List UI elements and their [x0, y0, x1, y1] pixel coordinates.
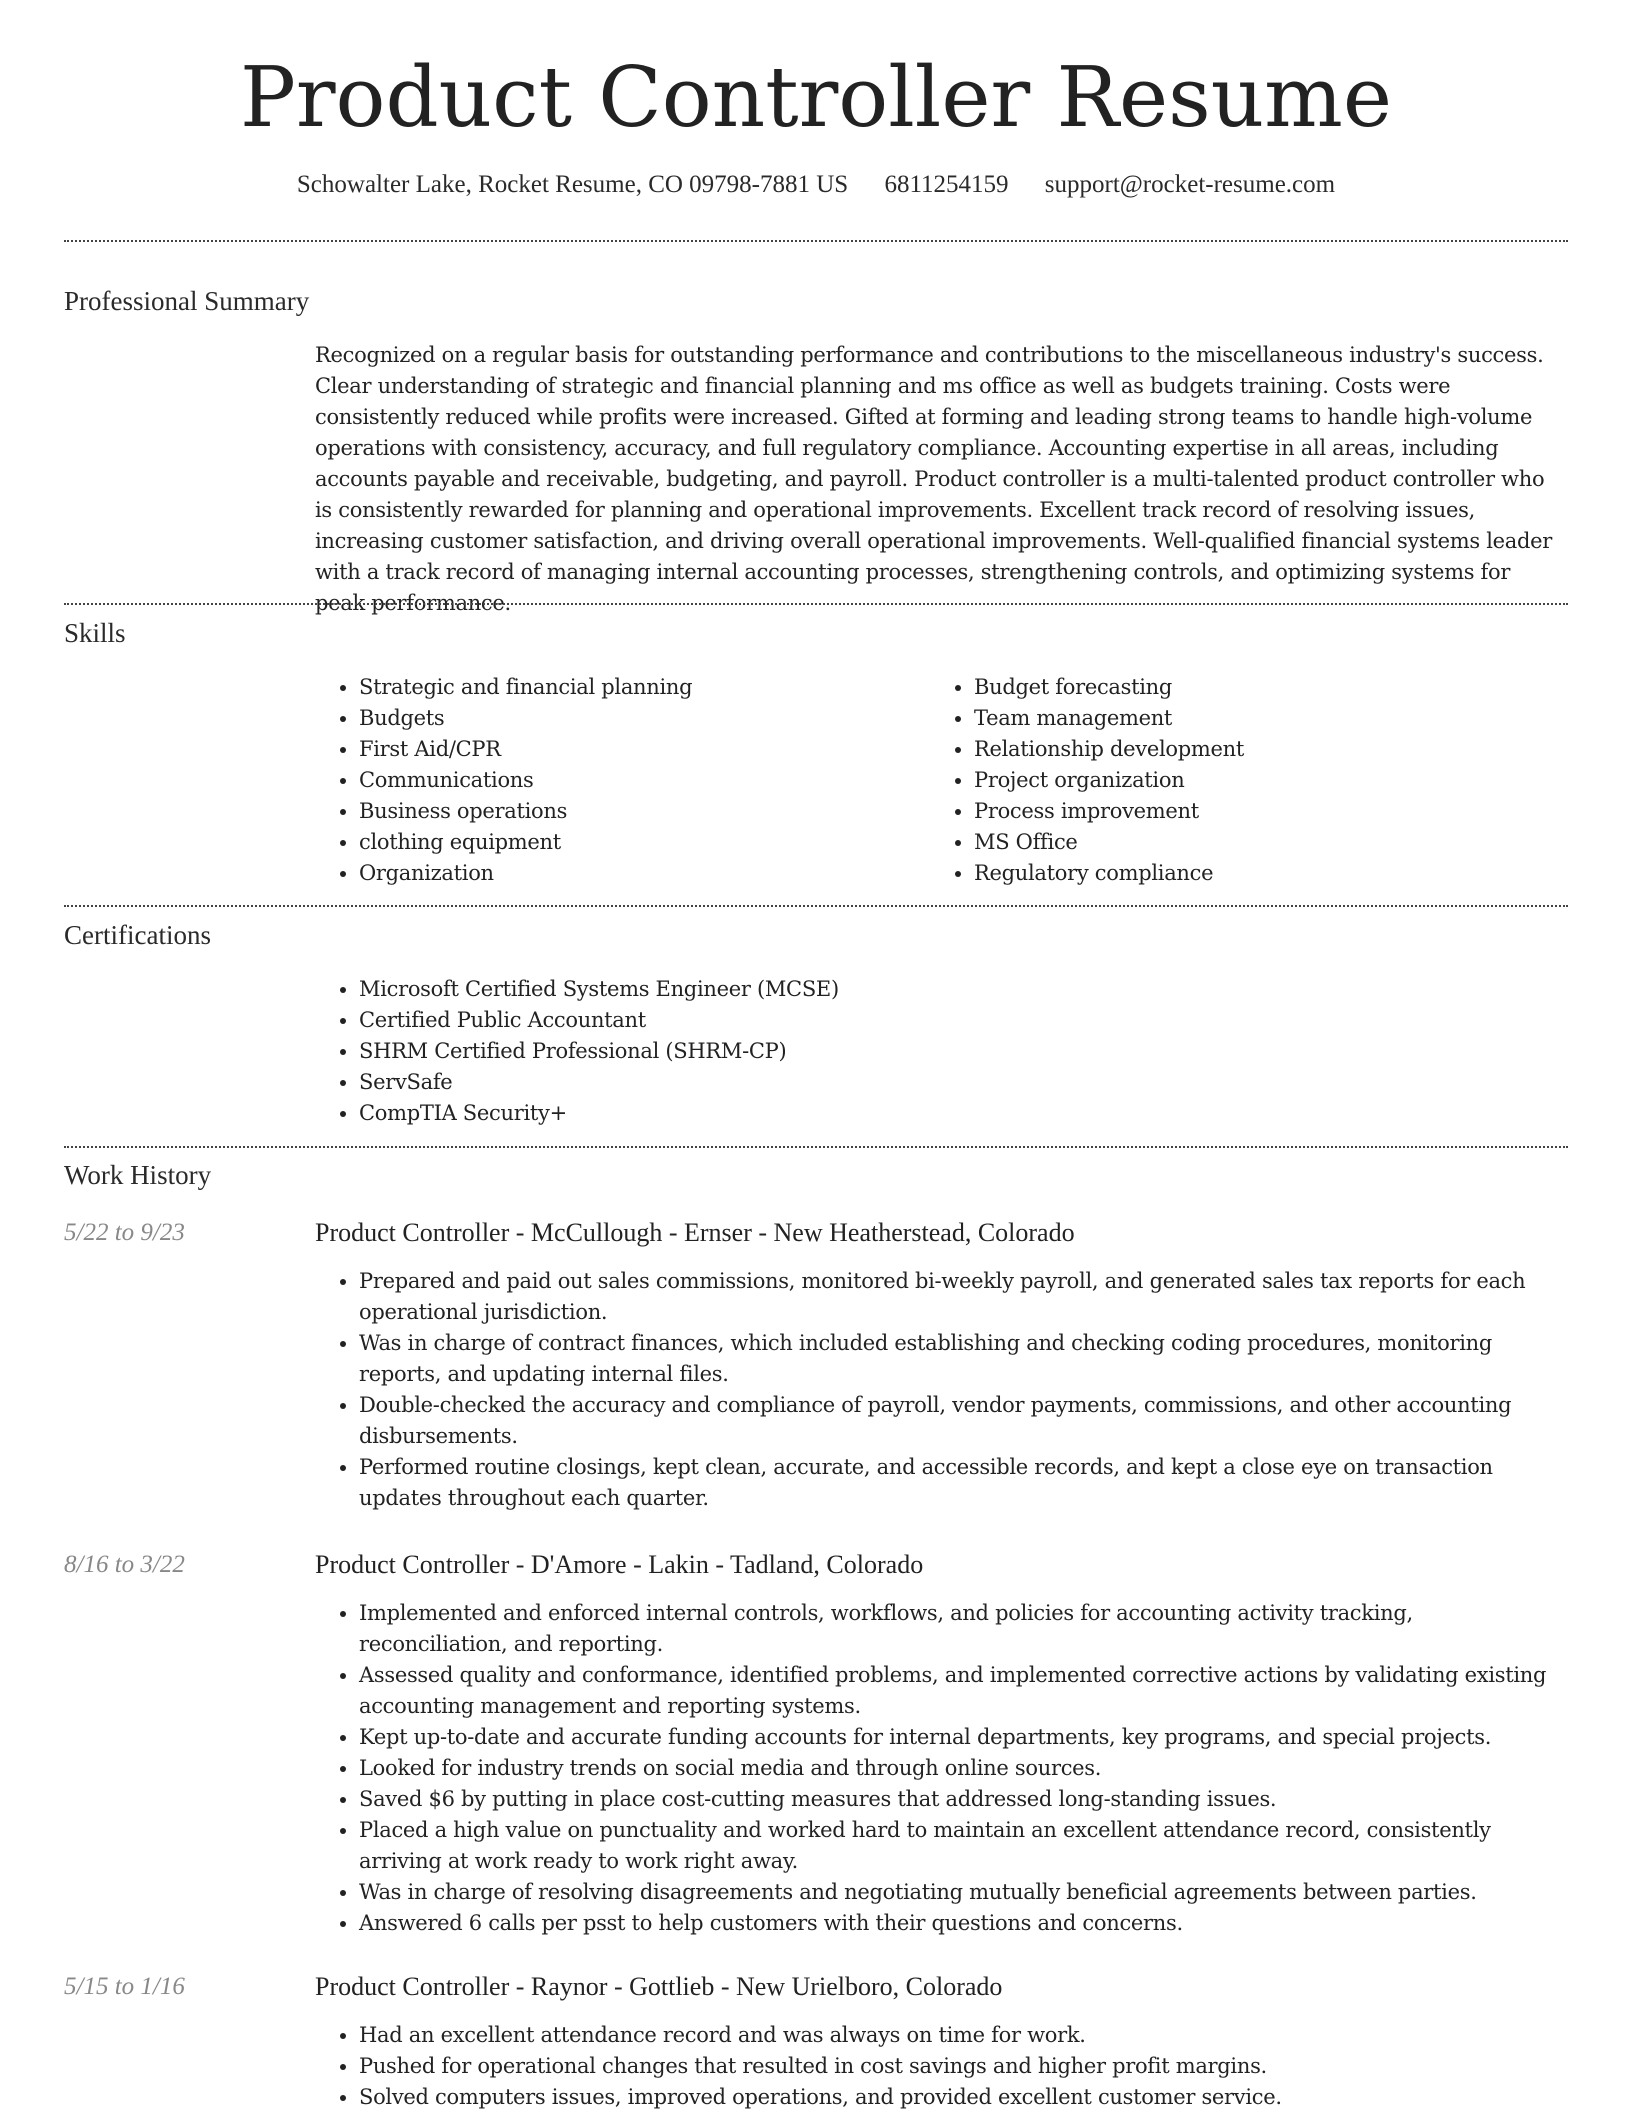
contact-phone: 6811254159 — [884, 171, 1009, 198]
job-dates: 5/22 to 9/23 — [64, 1219, 185, 1246]
divider — [64, 603, 1568, 605]
job-bullet: • Looked for industry trends on social media and through online sources. — [359, 1753, 1565, 1784]
certification-item: • Certified Public Accountant — [359, 1005, 1565, 1036]
skill-item: • Communications — [359, 765, 915, 796]
page-title: Product Controller Resume — [240, 49, 1392, 146]
job-bullet: • Pushed for operational changes that resulted in cost savings and higher profit margins. — [359, 2051, 1565, 2082]
job-bullet: • Placed a high value on punctuality and worked hard to maintain an excellent attendance record, consistently arriving at work ready to work right away. — [359, 1815, 1565, 1877]
summary-text: Recognized on a regular basis for outstanding performance and contributions to the miscellaneous industry's success. Clear understanding of strategic and financial planning and ms office as well as budgets training. Costs were consistently reduced while profits were increased. Gifted at forming and leading strong teams to handle high-volume operations with consistency, accuracy, and full regulatory compliance. Accounting expertise in all areas, including accounts payable and receivable, budgeting, and payroll. Product controller is a multi-talented product controller who is consistently rewarded for planning and operational improvements. Excellent track record of resolving issues, increasing customer satisfaction, and driving overall operational improvements. Well-qualified financial systems leader with a track record of managing internal accounting processes, strengthening controls, and optimizing systems for peak performance. — [315, 343, 1553, 615]
skill-item: • Team management — [974, 703, 1530, 734]
job-bullet: • Was in charge of resolving disagreements and negotiating mutually beneficial agreements between parties. — [359, 1877, 1565, 1908]
job-bullet: • Double-checked the accuracy and compliance of payroll, vendor payments, commissions, and other accounting disbursements. — [359, 1390, 1565, 1452]
divider — [64, 1146, 1568, 1148]
job-bullets — [315, 2020, 1565, 2113]
skill-item: • MS Office — [974, 827, 1530, 858]
skill-item: • Project organization — [974, 765, 1530, 796]
skills-list-right — [930, 672, 1530, 889]
certification-item: • SHRM Certified Professional (SHRM-CP) — [359, 1036, 1565, 1067]
contact-email: support@rocket-resume.com — [1044, 171, 1336, 198]
job-bullet: • Was in charge of contract finances, which included establishing and checking coding procedures, monitoring reports, and updating internal files. — [359, 1328, 1565, 1390]
job-title: Product Controller - Raynor - Gottlieb - New Urielboro, Colorado — [315, 1972, 1003, 2001]
job-bullet: • Prepared and paid out sales commissions, monitored bi-weekly payroll, and generated sales tax reports for each operational jurisdiction. — [359, 1266, 1565, 1328]
certification-item: • CompTIA Security+ — [359, 1098, 1565, 1129]
skills-column-left — [315, 672, 915, 889]
job-bullet: • Answered 6 calls per psst to help customers with their questions and concerns. — [359, 1908, 1565, 1939]
job-bullet: • Had an excellent attendance record and was always on time for work. — [359, 2020, 1565, 2051]
certification-item: • Microsoft Certified Systems Engineer (MCSE) — [359, 974, 1565, 1005]
section-heading-work: Work History — [64, 1160, 212, 1190]
job-bullet: • Performed routine closings, kept clean, accurate, and accessible records, and kept a close eye on transaction updates throughout each quarter. — [359, 1452, 1565, 1514]
certifications-block — [315, 974, 1565, 1129]
skills-column-right — [930, 672, 1530, 889]
skill-item: • Business operations — [359, 796, 915, 827]
section-heading-certifications: Certifications — [64, 920, 211, 950]
job-title: Product Controller - D'Amore - Lakin - Tadland, Colorado — [315, 1550, 924, 1579]
certification-item: • ServSafe — [359, 1067, 1565, 1098]
skill-item: • Regulatory compliance — [974, 858, 1530, 889]
divider — [64, 905, 1568, 907]
skill-item: • Relationship development — [974, 734, 1530, 765]
skill-item: • Budgets — [359, 703, 915, 734]
job-title: Product Controller - McCullough - Ernser - New Heatherstead, Colorado — [315, 1218, 1075, 1247]
job-bullet: • Kept up-to-date and accurate funding accounts for internal departments, key programs, and special projects. — [359, 1722, 1565, 1753]
skill-item: • Strategic and financial planning — [359, 672, 915, 703]
job-bullet: • Saved $6 by putting in place cost-cutting measures that addressed long-standing issues. — [359, 1784, 1565, 1815]
job-dates: 5/15 to 1/16 — [64, 1973, 185, 2000]
job-bullets — [315, 1598, 1565, 1939]
divider — [64, 240, 1568, 242]
skill-item: • clothing equipment — [359, 827, 915, 858]
contact-address: Schowalter Lake, Rocket Resume, CO 09798-7881 US — [296, 171, 849, 198]
skill-item: • Process improvement — [974, 796, 1530, 827]
job-dates: 8/16 to 3/22 — [64, 1551, 185, 1578]
contact-line — [0, 168, 1632, 202]
skills-list-left — [315, 672, 915, 889]
job-bullets — [315, 1266, 1565, 1514]
section-heading-summary: Professional Summary — [64, 286, 310, 316]
job-bullet: • Implemented and enforced internal controls, workflows, and policies for accounting activity tracking, reconciliation, and reporting. — [359, 1598, 1565, 1660]
certifications-list — [315, 974, 1565, 1129]
skill-item: • Organization — [359, 858, 915, 889]
section-heading-skills: Skills — [64, 618, 126, 648]
skill-item: • First Aid/CPR — [359, 734, 915, 765]
job-bullet: • Assessed quality and conformance, identified problems, and implemented corrective actions by validating existing accounting management and reporting systems. — [359, 1660, 1565, 1722]
skill-item: • Budget forecasting — [974, 672, 1530, 703]
job-bullet: • Solved computers issues, improved operations, and provided excellent customer service. — [359, 2082, 1565, 2113]
